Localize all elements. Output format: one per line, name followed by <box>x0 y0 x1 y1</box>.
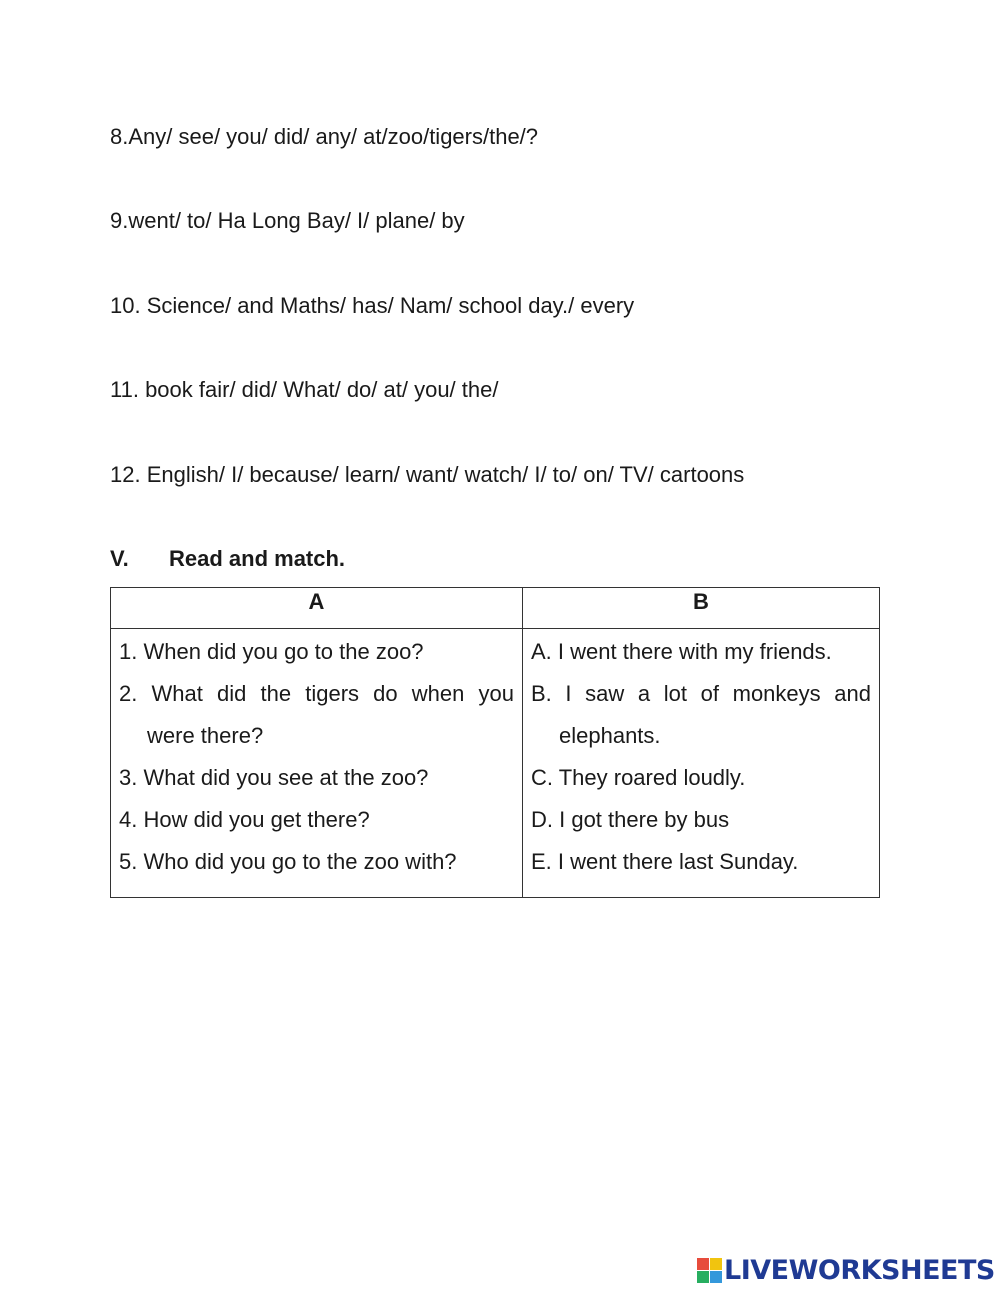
section-heading <box>110 545 345 573</box>
logo-blocks-icon <box>697 1258 722 1283</box>
logo-block <box>710 1271 722 1283</box>
question-11: 11. book fair/ did/ What/ do/ at/ you/ the/ <box>110 377 499 402</box>
list-item: 1. When did you go to the zoo? <box>119 639 424 664</box>
question-10: 10. Science/ and Maths/ has/ Nam/ school day./ every <box>110 293 635 318</box>
list-item <box>531 673 871 757</box>
column-a-cell <box>111 629 523 898</box>
list-item-line: 2. What did the tigers do when you <box>119 681 514 706</box>
logo-text: LIVEWORKSHEETS <box>724 1254 995 1286</box>
section-number: V. <box>110 546 129 571</box>
table-header-row <box>111 588 880 629</box>
logo-block <box>697 1271 709 1283</box>
logo-block <box>710 1258 722 1270</box>
question-8: 8.Any/ see/ you/ did/ any/ at/zoo/tigers/the/? <box>110 124 539 149</box>
list-item: 4. How did you get there? <box>119 807 370 832</box>
list-item: C. They roared loudly. <box>531 765 746 790</box>
list-item <box>119 673 514 757</box>
list-item: D. I got there by bus <box>531 807 730 832</box>
question-9: 9.went/ to/ Ha Long Bay/ I/ plane/ by <box>110 208 465 233</box>
question-12: 12. English/ I/ because/ learn/ want/ watch/ I/ to/ on/ TV/ cartoons <box>110 462 745 487</box>
list-item-line: B. I saw a lot of monkeys and <box>531 681 871 706</box>
list-item: E. I went there last Sunday. <box>531 849 799 874</box>
list-item: A. I went there with my friends. <box>531 639 832 664</box>
list-item-line: elephants. <box>559 723 661 748</box>
section-title: Read and match. <box>169 546 346 571</box>
column-a-header: A <box>111 588 523 629</box>
column-b-cell <box>523 629 880 898</box>
list-item: 3. What did you see at the zoo? <box>119 765 429 790</box>
list-item-line: were there? <box>147 723 264 748</box>
liveworksheets-logo <box>697 1255 995 1285</box>
list-item: 5. Who did you go to the zoo with? <box>119 849 457 874</box>
logo-block <box>697 1258 709 1270</box>
column-b-header: B <box>523 588 880 629</box>
match-table <box>110 587 880 898</box>
table-row <box>111 629 880 898</box>
